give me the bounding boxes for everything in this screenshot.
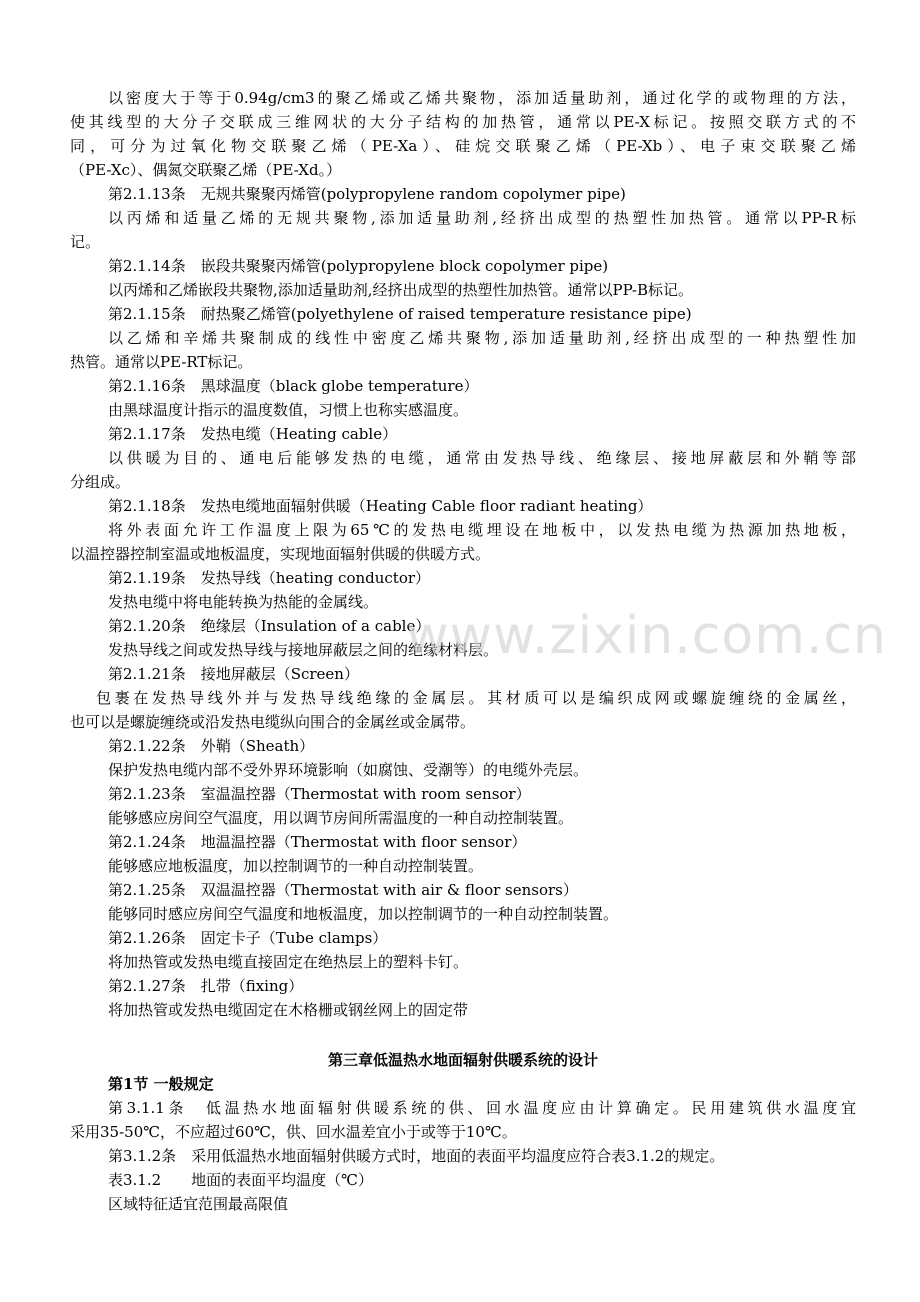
text-line: 记。 bbox=[70, 233, 101, 251]
document-page bbox=[70, 86, 856, 1216]
text-line: 区域特征适宜范围最高限值 bbox=[108, 1195, 289, 1213]
text-line: 以温控器控制室温或地板温度，实现地面辐射供暖的供暖方式。 bbox=[70, 545, 491, 563]
text-line: 第2.1.19条 发热导线（heating conductor） bbox=[108, 569, 431, 587]
text-line: 热管。通常以PE-RT标记。 bbox=[70, 353, 253, 371]
text-line: 第2.1.22条 外鞘（Sheath） bbox=[108, 737, 315, 755]
text-line: 第3.1.1条 低温热水地面辐射供暖系统的供、回水温度应由计算确定。民用建筑供水温度宜 bbox=[108, 1099, 856, 1117]
text-line: 发热电缆中将电能转换为热能的金属线。 bbox=[108, 593, 379, 611]
text-line: 第2.1.21条 接地屏蔽层（Screen） bbox=[108, 665, 359, 683]
chapter-heading: 第三章低温热水地面辐射供暖系统的设计 bbox=[327, 1051, 598, 1069]
text-line: 采用35-50℃，不应超过60℃，供、回水温差宜小于或等于10℃。 bbox=[70, 1123, 517, 1141]
text-line: 第2.1.20条 绝缘层（Insulation of a cable） bbox=[108, 617, 431, 635]
text-line: 第2.1.24条 地温温控器（Thermostat with floor sensor） bbox=[108, 833, 527, 851]
text-line: （PE-Xc）、偶氮交联聚乙烯（PE-Xd。） bbox=[70, 161, 342, 179]
text-line: 由黑球温度计指示的温度数值，习惯上也称实感温度。 bbox=[108, 401, 469, 419]
text-line: 将加热管或发热电缆直接固定在绝热层上的塑料卡钉。 bbox=[108, 953, 469, 971]
text-line: 第2.1.14条 嵌段共聚聚丙烯管(polypropylene block copolymer pipe) bbox=[108, 257, 609, 275]
text-line: 以丙烯和乙烯嵌段共聚物,添加适量助剂,经挤出成型的热塑性加热管。通常以PP-B标记。 bbox=[108, 281, 693, 299]
watermark: www.zixin.com.cn bbox=[406, 606, 887, 666]
section-heading: 第1节 一般规定 bbox=[108, 1075, 214, 1093]
text-line: 以供暖为目的、通电后能够发热的电缆，通常由发热导线、绝缘层、接地屏蔽层和外鞘等部 bbox=[108, 449, 856, 467]
text-line: 第2.1.27条 扎带（fixing） bbox=[108, 977, 304, 995]
text-line: 包裹在发热导线外并与发热导线绝缘的金属层。其材质可以是编织成网或螺旋缠绕的金属丝， bbox=[96, 689, 856, 707]
text-line: 也可以是螺旋缠绕或沿发热电缆纵向围合的金属丝或金属带。 bbox=[70, 713, 476, 731]
text-line: 第2.1.23条 室温温控器（Thermostat with room sensor） bbox=[108, 785, 531, 803]
text-line: 以乙烯和辛烯共聚制成的线性中密度乙烯共聚物,添加适量助剂,经挤出成型的一种热塑性加 bbox=[108, 329, 856, 347]
text-line: 能够感应地板温度，加以控制调节的一种自动控制装置。 bbox=[108, 857, 484, 875]
text-line: 第2.1.17条 发热电缆（Heating cable） bbox=[108, 425, 398, 443]
text-line: 分组成。 bbox=[70, 473, 131, 491]
text-line: 能够同时感应房间空气温度和地板温度，加以控制调节的一种自动控制装置。 bbox=[108, 905, 619, 923]
text-line: 第2.1.13条 无规共聚聚丙烯管(polypropylene random copolymer pipe) bbox=[108, 185, 626, 203]
text-line: 以丙烯和适量乙烯的无规共聚物,添加适量助剂,经挤出成型的热塑性加热管。通常以PP-R标 bbox=[108, 209, 856, 227]
text-line: 发热导线之间或发热导线与接地屏蔽层之间的绝缘材料层。 bbox=[108, 641, 499, 659]
text-line: 保护发热电缆内部不受外界环境影响（如腐蚀、受潮等）的电缆外壳层。 bbox=[108, 761, 589, 779]
text-line: 第2.1.15条 耐热聚乙烯管(polyethylene of raised temperature resistance pipe) bbox=[108, 305, 692, 323]
text-line: 同，可分为过氧化物交联聚乙烯（PE-Xa）、硅烷交联聚乙烯（PE-Xb）、电子束交联聚乙烯 bbox=[70, 137, 856, 155]
text-line: 以密度大于等于0.94g/cm3的聚乙烯或乙烯共聚物，添加适量助剂，通过化学的或物理的方法， bbox=[108, 89, 856, 107]
text-line: 第2.1.16条 黑球温度（black globe temperature） bbox=[108, 377, 479, 395]
text-line: 第3.1.2条 采用低温热水地面辐射供暖方式时，地面的表面平均温度应符合表3.1.2的规定。 bbox=[108, 1147, 725, 1165]
text-line: 第2.1.25条 双温温控器（Thermostat with air & floor sensors） bbox=[108, 881, 578, 899]
text-line: 将外表面允许工作温度上限为65℃的发热电缆埋设在地板中，以发热电缆为热源加热地板， bbox=[108, 521, 856, 539]
blank-line bbox=[70, 1022, 856, 1048]
text-line: 将加热管或发热电缆固定在木格栅或钢丝网上的固定带 bbox=[108, 1001, 469, 1019]
text-line: 使其线型的大分子交联成三维网状的大分子结构的加热管，通常以PE-X标记。按照交联方式的不 bbox=[70, 113, 856, 131]
text-line: 表3.1.2 地面的表面平均温度（℃） bbox=[108, 1171, 373, 1189]
text-line: 第2.1.18条 发热电缆地面辐射供暖（Heating Cable floor radiant heating） bbox=[108, 497, 653, 515]
text-line: 第2.1.26条 固定卡子（Tube clamps） bbox=[108, 929, 388, 947]
text-line: 能够感应房间空气温度，用以调节房间所需温度的一种自动控制装置。 bbox=[108, 809, 574, 827]
